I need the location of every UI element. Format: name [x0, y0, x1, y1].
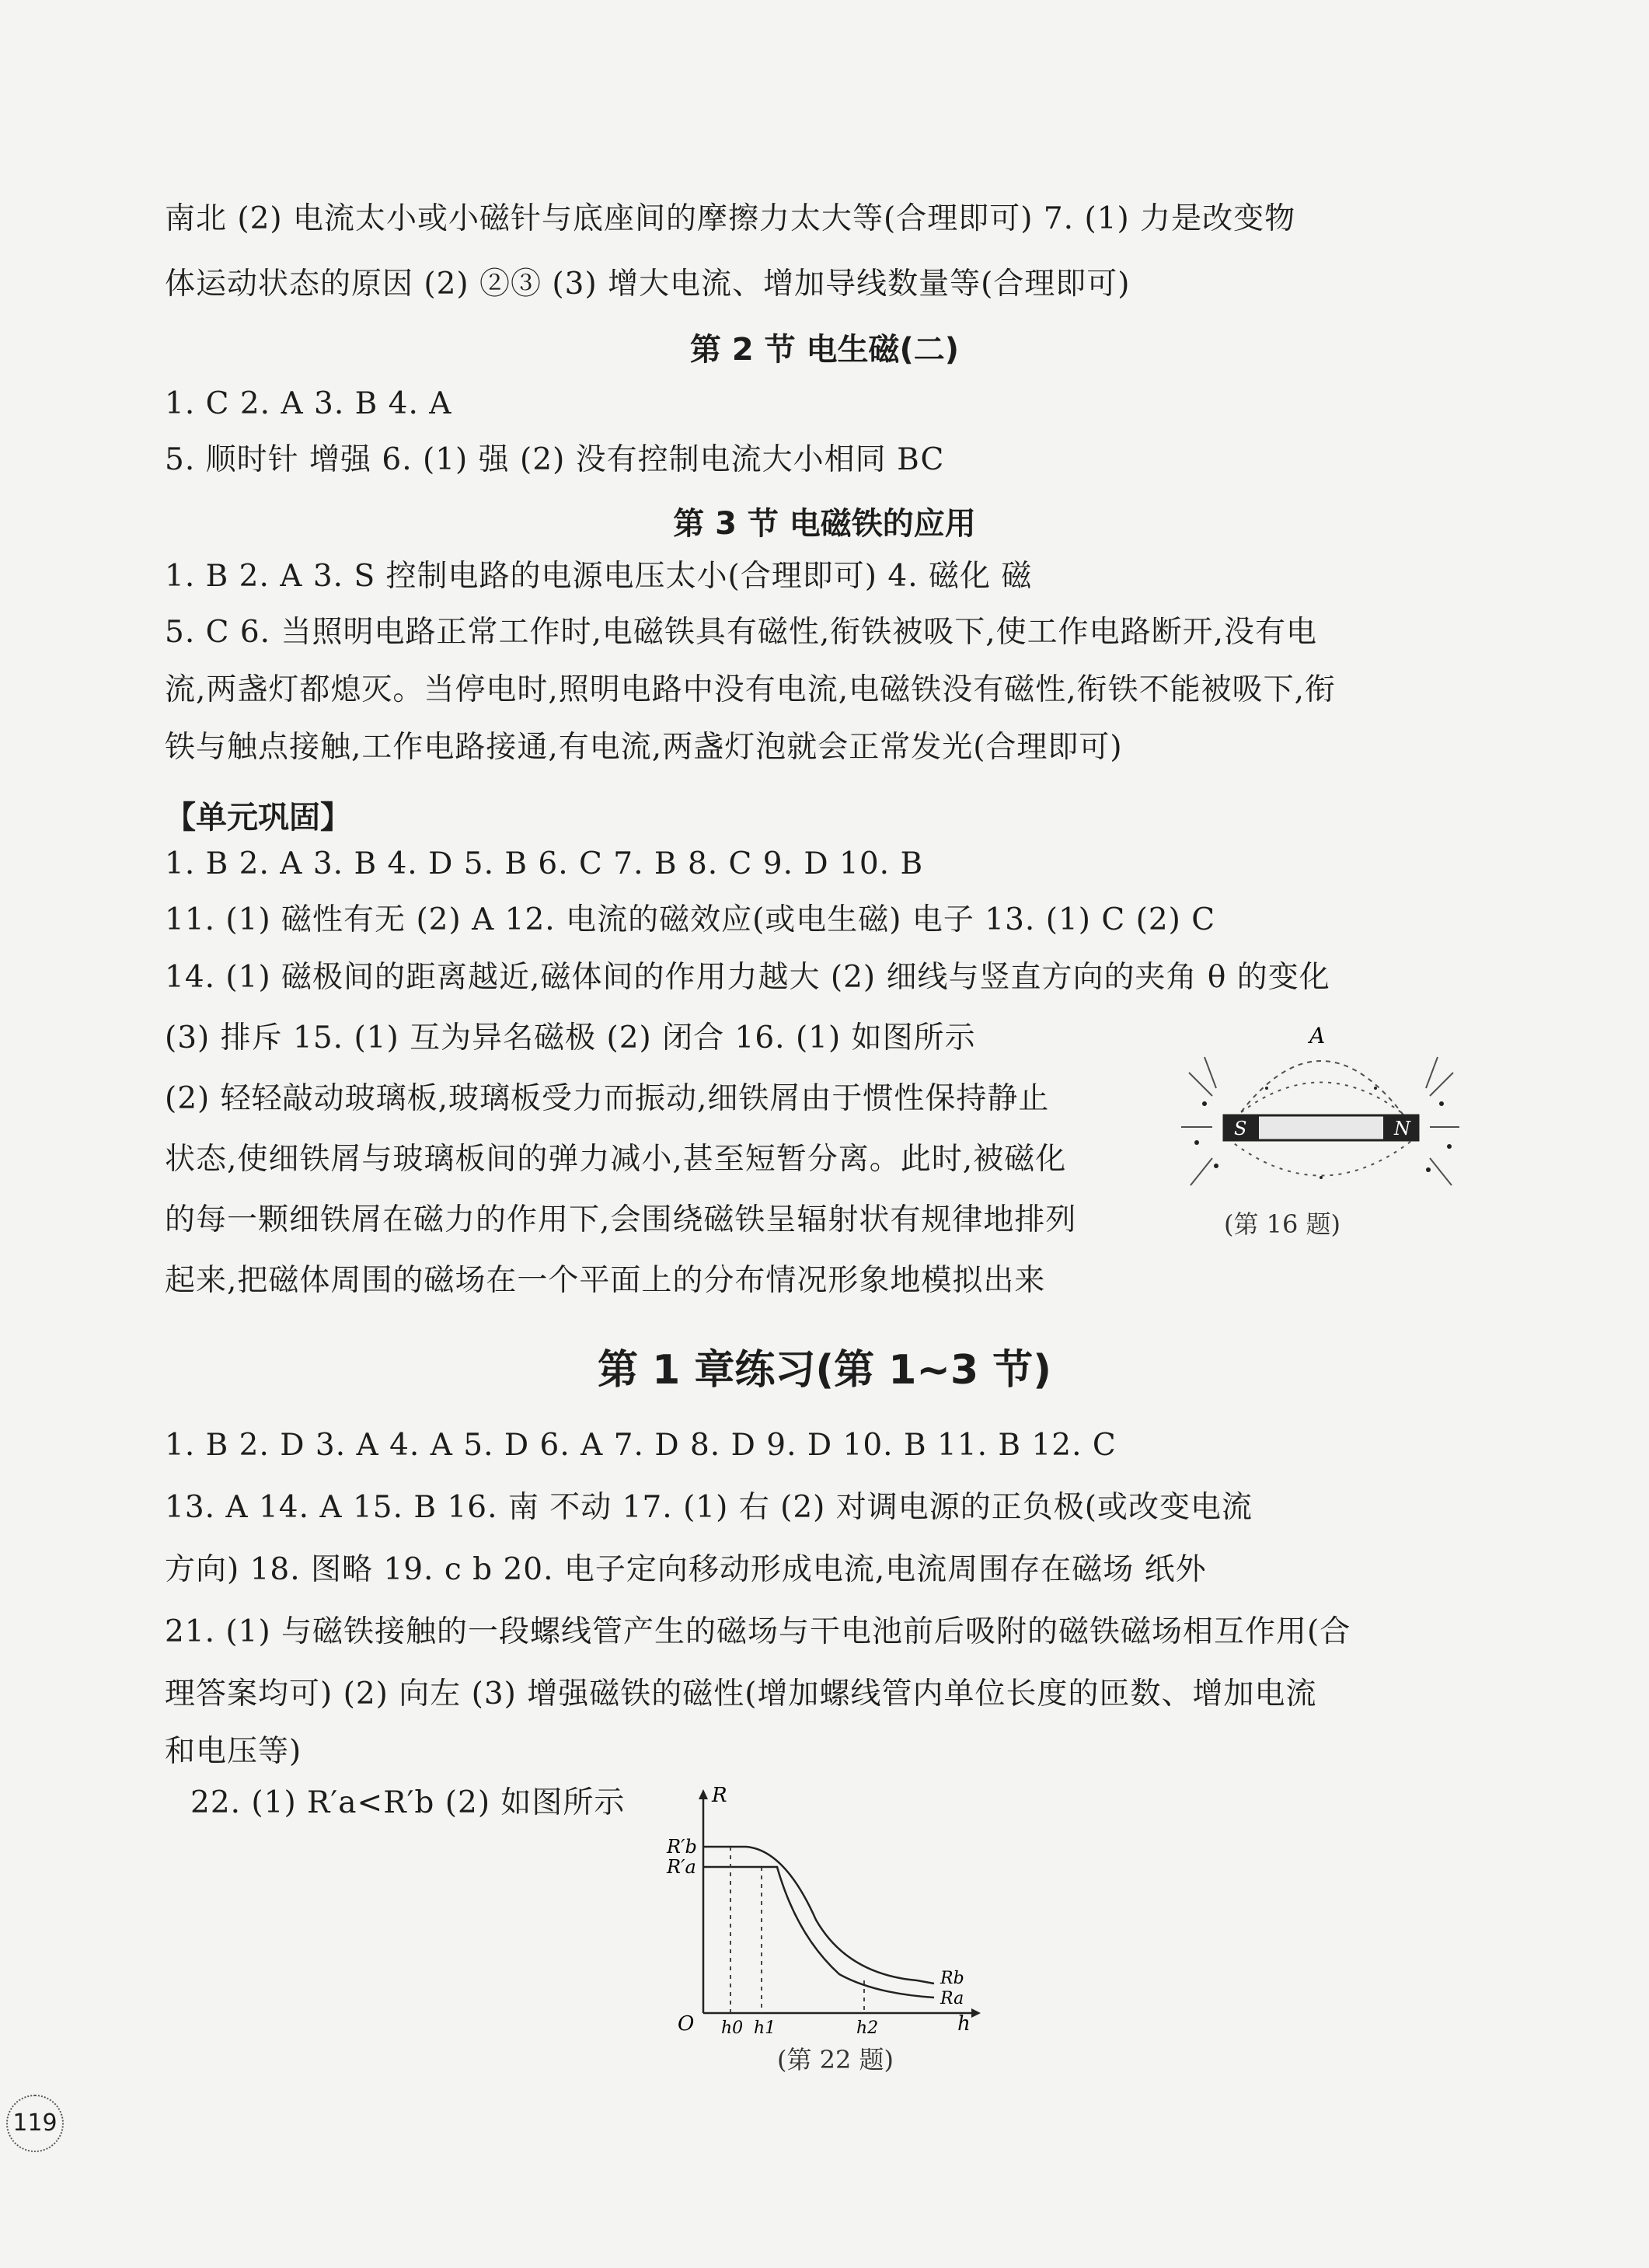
chapter-title: 第 1 章练习(第 1~3 节): [597, 1347, 1052, 1394]
graph-x-label: h: [957, 2012, 971, 2036]
graph-h1: h1: [754, 2019, 776, 2036]
chapter-line-4: 21. (1) 与磁铁接触的一段螺线管产生的磁场与干电池前后吸附的磁铁磁场相互作用(合: [165, 1614, 1351, 1649]
intro-line-1: 南北 (2) 电流太小或小磁针与底座间的摩擦力太大等(合理即可) 7. (1) 力是改变物: [165, 201, 1296, 236]
chapter-line-7: 22. (1) R′a<R′b (2) 如图所示: [190, 1785, 626, 1820]
unit-line-4: (3) 排斥 15. (1) 互为异名磁极 (2) 闭合 16. (1) 如图所示: [165, 1021, 976, 1055]
graph-ra-prime: R′a: [667, 1856, 696, 1878]
section-3-line-2: 5. C 6. 当照明电路正常工作时,电磁铁具有磁性,衔铁被吸下,使工作电路断开,没有电: [165, 615, 1318, 650]
unit-line-1: 1. B 2. A 3. B 4. D 5. B 6. C 7. B 8. C 9. D 10. B: [165, 846, 924, 881]
section-3-line-4: 铁与触点接触,工作电路接通,有电流,两盏灯泡就会正常发光(合理即可): [165, 730, 1123, 765]
section-2-title: 第 2 节 电生磁(二): [689, 332, 960, 368]
unit-line-3: 14. (1) 磁极间的距离越近,磁体间的作用力越大 (2) 细线与竖直方向的夹角 θ 的变化: [165, 960, 1330, 995]
unit-line-2: 11. (1) 磁性有无 (2) A 12. 电流的磁效应(或电生磁) 电子 13. (1) C (2) C: [165, 902, 1216, 937]
chapter-line-1: 1. B 2. D 3. A 4. A 5. D 6. A 7. D 8. D 9. D 10. B 11. B 12. C: [165, 1428, 1117, 1463]
graph-h0: h0: [721, 2019, 744, 2036]
graph-ra: Ra: [940, 1989, 964, 2008]
figure-16-magnet-field: [1181, 1010, 1461, 1205]
chapter-line-2: 13. A 14. A 15. B 16. 南 不动 17. (1) 右 (2) 对调电源的正负极(或改变电流: [165, 1490, 1253, 1525]
chapter-line-6: 和电压等): [165, 1734, 302, 1769]
figure-16-caption: (第 16 题): [1224, 1209, 1341, 1239]
section-3-line-3: 流,两盏灯都熄灭。当停电时,照明电路中没有电流,电磁铁没有磁性,衔铁不能被吸下,衔: [165, 672, 1336, 707]
figure-22-caption: (第 22 题): [777, 2045, 894, 2074]
fig16-label-s: S: [1234, 1118, 1247, 1139]
page-number: 119: [6, 2095, 64, 2152]
unit-line-8: 起来,把磁体周围的磁场在一个平面上的分布情况形象地模拟出来: [165, 1263, 1046, 1298]
unit-line-7: 的每一颗细铁屑在磁力的作用下,会围绕磁铁呈辐射状有规律地排列: [165, 1202, 1077, 1237]
graph-rb: Rb: [940, 1969, 964, 1988]
section-2-line-2: 5. 顺时针 增强 6. (1) 强 (2) 没有控制电流大小相同 BC: [165, 442, 945, 477]
chapter-line-5: 理答案均可) (2) 向左 (3) 增强磁铁的磁性(增加螺线管内单位长度的匝数、增加电流: [165, 1677, 1317, 1711]
graph-rb-prime: R′b: [667, 1836, 697, 1858]
unit-title: 【单元巩固】: [165, 800, 351, 836]
unit-line-6: 状态,使细铁屑与玻璃板间的弹力减小,甚至短暂分离。此时,被磁化: [165, 1142, 1067, 1177]
intro-line-2: 体运动状态的原因 (2) ②③ (3) 增大电流、增加导线数量等(合理即可): [165, 267, 1131, 302]
chapter-line-3: 方向) 18. 图略 19. c b 20. 电子定向移动形成电流,电流周围存在磁场 纸外: [165, 1552, 1207, 1587]
section-2-line-1: 1. C 2. A 3. B 4. A: [165, 386, 452, 421]
section-3-line-1: 1. B 2. A 3. S 控制电路的电源电压太小(合理即可) 4. 磁化 磁: [165, 559, 1033, 594]
unit-line-5: (2) 轻轻敲动玻璃板,玻璃板受力而振动,细铁屑由于惯性保持静止: [165, 1081, 1050, 1116]
graph-h2: h2: [856, 2019, 879, 2036]
graph-y-label: R: [712, 1784, 727, 1807]
figure-22-graph: [661, 1780, 987, 2036]
fig16-label-n: N: [1394, 1118, 1410, 1139]
graph-origin: O: [678, 2012, 695, 2036]
section-3-title: 第 3 节 电磁铁的应用: [673, 506, 976, 542]
fig16-label-a: A: [1309, 1023, 1326, 1049]
